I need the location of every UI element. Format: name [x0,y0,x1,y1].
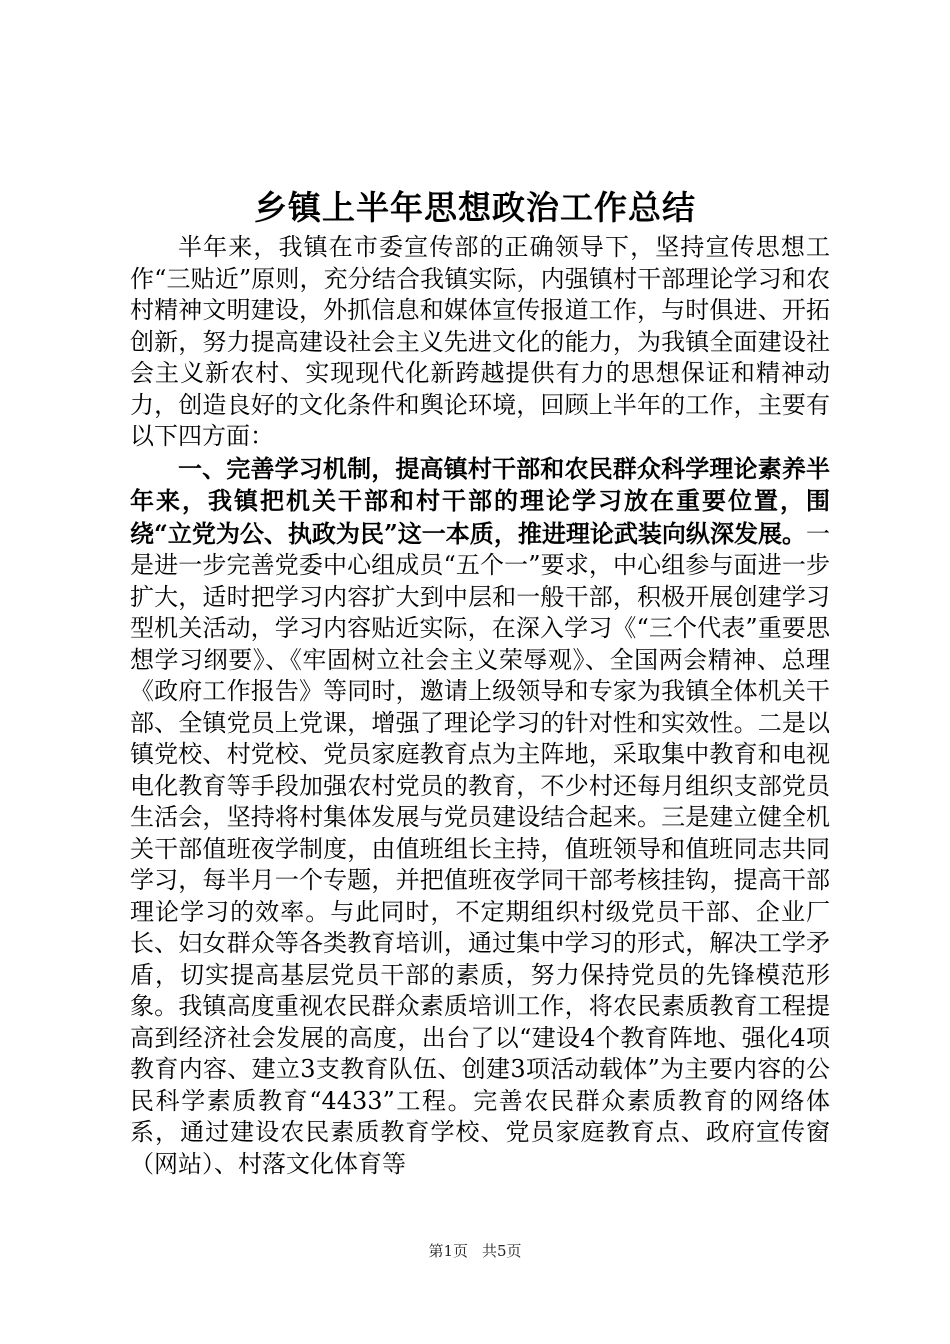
document-title: 乡镇上半年思想政治工作总结 [254,188,696,227]
page-total: 共5页 [482,1242,522,1260]
intro-paragraph: 半年来，我镇在市委宣传部的正确领导下，坚持宣传思想工作“三贴近”原则，充分结合我镇实际，内强镇村干部理论学习和农村精神文明建设，外抓信息和媒体宣传报道工作，与时俱进、开拓创新，努力提高建设社会主义先进文化的能力，为我镇全面建设社会主义新农村、实现现代化新跨越提供有力的思想保证和精神动力，创造良好的文化条件和舆论环境，回顾上半年的工作，主要有以下四方面： [130,233,830,450]
page-number: 第1页 [428,1242,468,1260]
section-1-heading: 一、完善学习机制，提高镇村干部和农民群众科学理论素养半年来，我镇把机关干部和村干部的理论学习放在重要位置，围绕“立党为公、执政为民”这一本质，推进理论武装向纵深发展。 [130,453,830,548]
page-footer [0,1240,950,1262]
section-1-paragraph [130,453,830,1181]
section-1-body: 一是进一步完善党委中心组成员“五个一”要求，中心组参与面进一步扩大，适时把学习内容扩大到中层和一般干部，积极开展创建学习型机关活动，学习内容贴近实际，在深入学习《“三个代表”重要思想学习纲要》、《牢固树立社会主义荣辱观》、全国两会精神、总理《政府工作报告》等同时，邀请上级领导和专家为我镇全体机关干部、全镇党员上党课，增强了理论学习的针对性和实效性。二是以镇党校、村党校、党员家庭教育点为主阵地，采取集中教育和电视电化教育等手段加强农村党员的教育，不少村还每月组织支部党员生活会，坚持将村集体发展与党员建设结合起来。三是建立健全机关干部值班夜学制度，由值班组长主持，值班领导和值班同志共同学习，每半月一个专题，并把值班夜学同干部考核挂钩，提高干部理论学习的效率。与此同时，不定期组织村级党员干部、企业厂长、妇女群众等各类教育培训，通过集中学习的形式，解决工学矛盾，切实提高基层党员干部的素质，努力保持党员的先锋模范形象。我镇高度重视农民群众素质培训工作，将农民素质教育工程提高到经济社会发展的高度，出台了以“建设4个教育阵地、强化4项教育内容、建立3支教育队伍、创建3项活动载体”为主要内容的公民科学素质教育“4433”工程。完善农民群众素质教育的网络体系，通过建设农民素质教育学校、党员家庭教育点、政府宣传窗（网站）、村落文化体育等 [130,519,830,1178]
document-body [130,232,830,1180]
